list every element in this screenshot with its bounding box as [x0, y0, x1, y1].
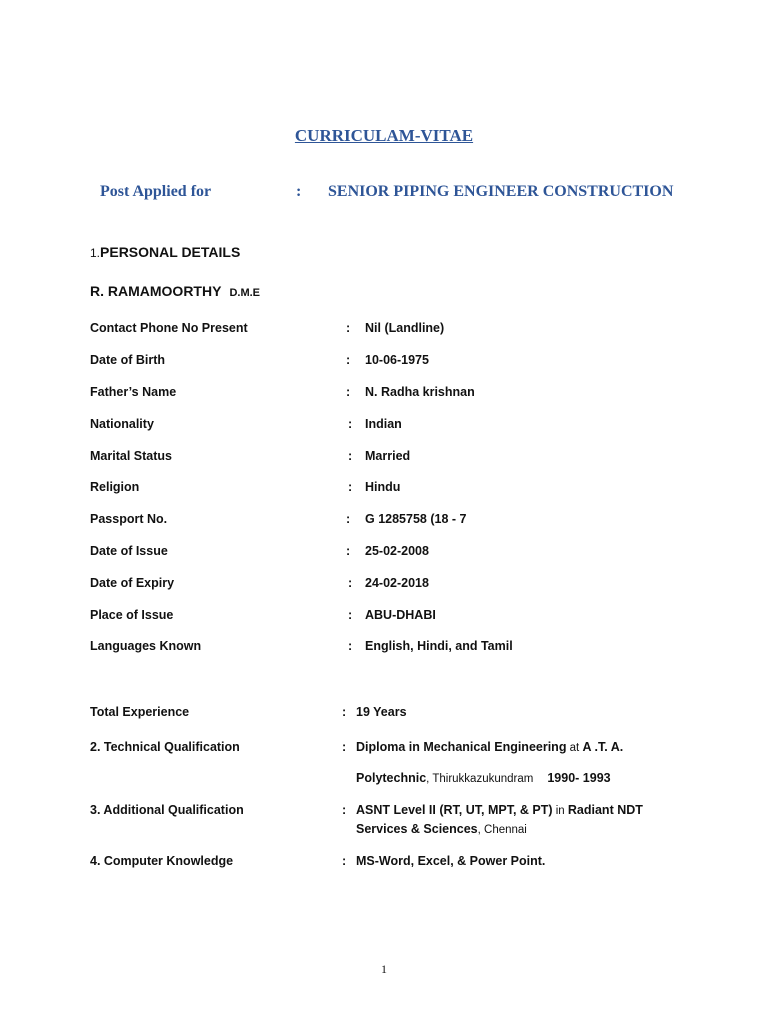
- experience-value: 19 Years: [356, 705, 407, 719]
- detail-label: Languages Known: [90, 639, 202, 653]
- document-title: CURRICULAM-VITAE: [294, 126, 474, 145]
- additional-radiant: Radiant NDT: [567, 803, 643, 817]
- section-title: PERSONAL DETAILS: [100, 244, 241, 260]
- additional-city: , Chennai: [477, 824, 527, 836]
- detail-colon: :: [348, 608, 353, 622]
- detail-colon: :: [348, 576, 353, 590]
- computer-colon: :: [342, 854, 347, 868]
- technical-label: 2. Technical Qualification: [90, 740, 240, 754]
- post-applied-colon: :: [296, 183, 302, 200]
- additional-services: Services & Sciences: [356, 822, 478, 836]
- detail-row-languages: [90, 639, 710, 657]
- technical-polytechnic: Polytechnic: [356, 771, 427, 785]
- candidate-name-row: [90, 283, 260, 299]
- personal-details-heading: [90, 244, 240, 260]
- detail-label: Date of Expiry: [90, 576, 175, 590]
- detail-row-place: [90, 608, 710, 626]
- experience-colon: :: [342, 705, 347, 719]
- additional-colon: :: [342, 803, 347, 817]
- candidate-degree: D.M.E: [229, 287, 260, 299]
- technical-location: , Thirukkazukundram: [426, 773, 534, 785]
- detail-value: 25-02-2008: [365, 544, 429, 558]
- experience-label: Total Experience: [90, 705, 190, 719]
- detail-label: Father’s Name: [90, 385, 177, 399]
- detail-row-religion: [90, 480, 710, 498]
- detail-value: Nil (Landline): [365, 321, 445, 335]
- post-applied-value: SENIOR PIPING ENGINEER CONSTRUCTION: [328, 183, 674, 200]
- detail-label: Passport No.: [90, 512, 168, 526]
- detail-value: English, Hindi, and Tamil: [365, 639, 513, 653]
- detail-row-marital: [90, 449, 710, 467]
- technical-line-1: [356, 740, 623, 754]
- detail-colon: :: [348, 480, 353, 494]
- computer-value: MS-Word, Excel, & Power Point.: [356, 854, 546, 868]
- detail-label: Marital Status: [90, 449, 172, 463]
- detail-value: Married: [365, 449, 411, 463]
- detail-value: Indian: [365, 417, 402, 431]
- detail-colon: :: [348, 639, 353, 653]
- detail-colon: :: [346, 544, 351, 558]
- detail-label: Date of Issue: [90, 544, 168, 558]
- page-number: 1: [381, 962, 387, 976]
- additional-asnt: ASNT Level II (RT, UT, MPT, & PT): [356, 803, 553, 817]
- detail-colon: :: [346, 385, 351, 399]
- technical-diploma: Diploma in Mechanical Engineering: [356, 740, 567, 754]
- detail-label: Place of Issue: [90, 608, 174, 622]
- candidate-name: R. RAMAMOORTHY: [90, 283, 222, 299]
- technical-line-2: [356, 771, 611, 785]
- detail-row-nationality: [90, 417, 710, 435]
- detail-label: Religion: [90, 480, 140, 494]
- detail-colon: :: [346, 512, 351, 526]
- detail-value: N. Radha krishnan: [365, 385, 475, 399]
- detail-row-passport: [90, 512, 710, 530]
- detail-value: Hindu: [365, 480, 401, 494]
- section-number: 1.: [90, 246, 101, 260]
- additional-in: in: [552, 805, 568, 817]
- detail-colon: :: [346, 321, 351, 335]
- detail-label: Date of Birth: [90, 353, 165, 367]
- technical-years: 1990- 1993: [547, 771, 611, 785]
- detail-colon: :: [348, 417, 353, 431]
- detail-value: ABU-DHABI: [365, 608, 436, 622]
- technical-institute: A .T. A.: [582, 740, 624, 754]
- detail-row-father: [90, 385, 710, 403]
- computer-label: 4. Computer Knowledge: [90, 854, 234, 868]
- detail-colon: :: [346, 353, 351, 367]
- post-applied-label: Post Applied for: [100, 183, 212, 200]
- detail-row-issue-date: [90, 544, 710, 562]
- additional-label: 3. Additional Qualification: [90, 803, 244, 817]
- detail-value: 10-06-1975: [365, 353, 429, 367]
- detail-value: 24-02-2018: [365, 576, 429, 590]
- technical-at: at: [566, 742, 583, 754]
- detail-value: G 1285758 (18 - 7: [365, 512, 467, 526]
- detail-row-expiry: [90, 576, 710, 594]
- detail-row-dob: [90, 353, 710, 371]
- additional-line-2: [356, 822, 527, 836]
- detail-row-contact: [90, 321, 710, 339]
- detail-label: Nationality: [90, 417, 154, 431]
- additional-line-1: [356, 803, 643, 817]
- technical-colon: :: [342, 740, 347, 754]
- detail-label: Contact Phone No Present: [90, 321, 248, 335]
- detail-colon: :: [348, 449, 353, 463]
